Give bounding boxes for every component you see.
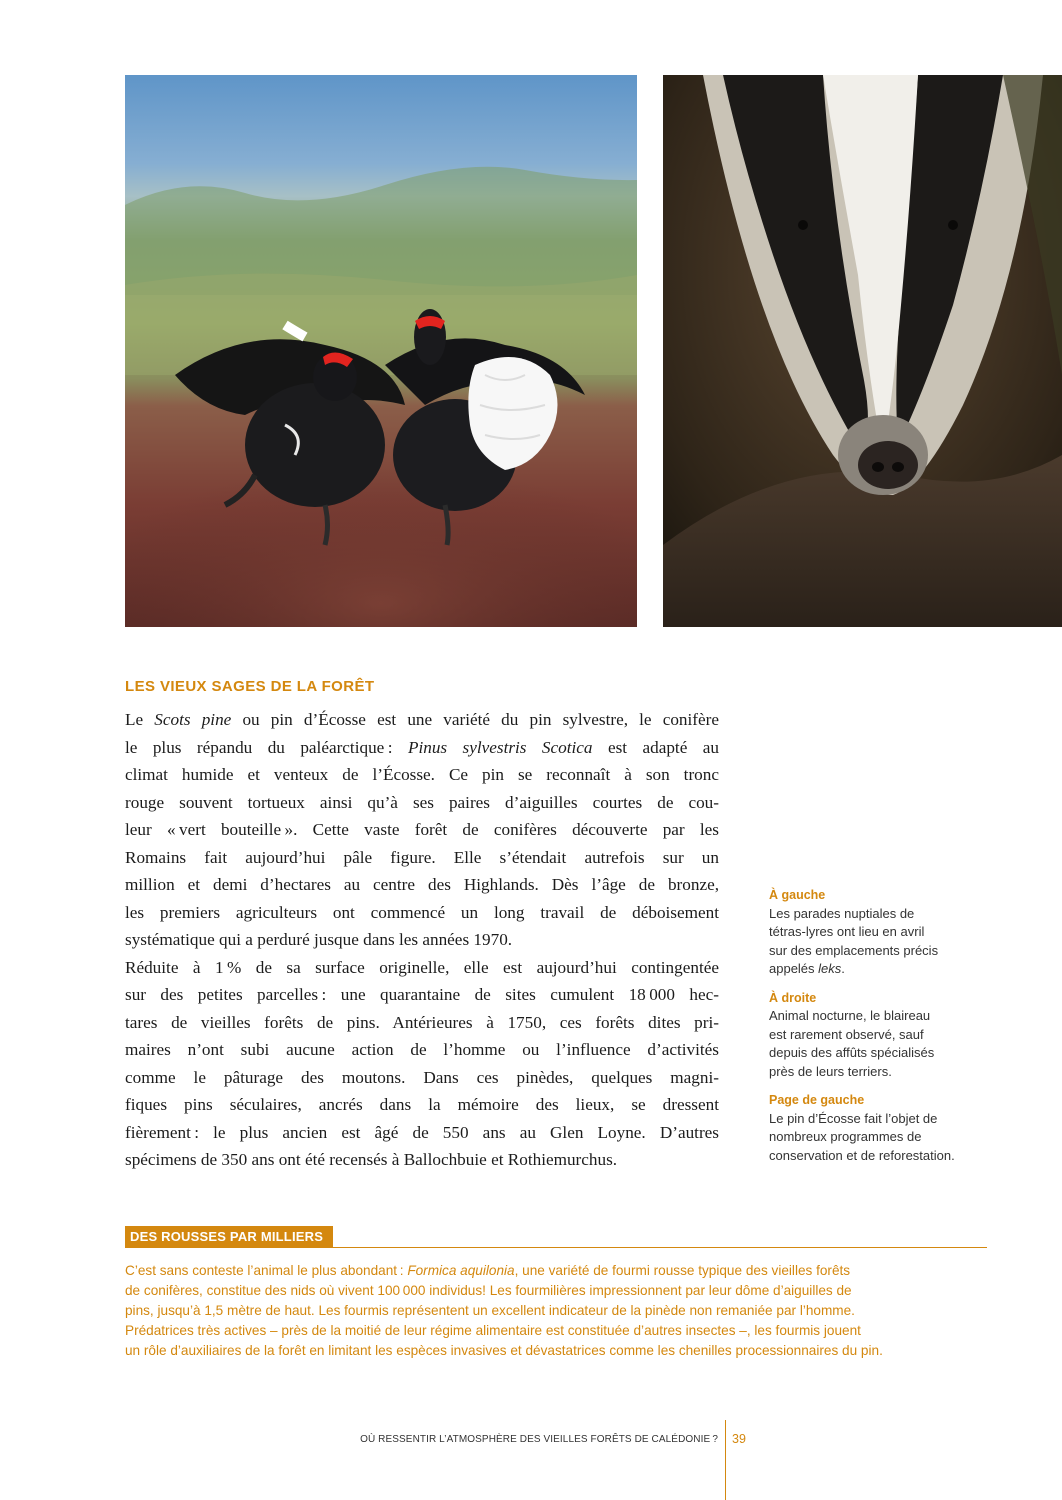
footer-divider: [725, 1420, 726, 1500]
body-paragraphs: [125, 706, 719, 1174]
body-line: Romains fait aujourd’hui pâle figure. Elle s’étendait autrefois sur un: [125, 847, 719, 867]
caption-title: Page de gauche: [769, 1093, 865, 1107]
black-grouse-photo: [125, 75, 637, 627]
body-line: fiques pins séculaires, ancrés dans la mémoire des lieux, se dressent: [125, 1095, 719, 1114]
caption: [769, 886, 999, 979]
caption-line: près de leurs terriers.: [769, 1063, 892, 1079]
caption-title: À gauche: [769, 888, 826, 902]
caption-line: sur des emplacements précis: [769, 942, 939, 958]
caption: [769, 1091, 999, 1165]
caption-line: appelés leks.: [769, 961, 845, 976]
caption-title: À droite: [769, 990, 817, 1005]
body-line: tares de vieilles forêts de pins. Antérieures à 1750, ces forêts dites pri-: [125, 1012, 719, 1032]
caption-line: depuis des affûts spécialisés: [769, 1045, 935, 1060]
caption-line: tétras-lyres ont lieu en avril: [769, 924, 925, 939]
body-line: fièrement : le plus ancien est âgé de 550 ans au Glen Loyne. D’autres: [125, 1122, 719, 1142]
body-line: leur « vert bouteille ». Cette vaste forêt de conifères découverte par les: [125, 820, 719, 839]
caption-line: conservation et de reforestation.: [769, 1147, 955, 1163]
caption-line: Animal nocturne, le blaireau: [769, 1008, 931, 1023]
body-line: les premiers agriculteurs ont commencé un long travail de déboisement: [125, 902, 719, 922]
body-line: climat humide et venteux de l’Écosse. Ce pin se reconnaît à son tronc: [125, 765, 719, 784]
running-footer-title: OÙ RESSENTIR L’ATMOSPHÈRE DES VIEILLES FORÊTS DE CALÉDONIE ?: [360, 1434, 718, 1445]
sidebar-box-line: C’est sans conteste l’animal le plus abondant : Formica aquilonia, une variété de fourmi rousse typique des vieilles forêts: [125, 1263, 851, 1278]
section-heading: LES VIEUX SAGES DE LA FORÊT: [125, 678, 375, 695]
caption-line: Les parades nuptiales de: [769, 905, 915, 921]
body-line: maires n’ont subi aucune action de l’homme ou l’influence d’activités: [125, 1040, 719, 1059]
body-line: spécimens de 350 ans ont été recensés à Ballochbuie et Rothiemurchus.: [125, 1150, 618, 1169]
body-line: rouge souvent tortueux ainsi qu’à ses paires d’aiguilles courtes de cou-: [125, 792, 719, 812]
body-line: Réduite à 1 % de sa surface originelle, elle est aujourd’hui contingentée: [125, 957, 719, 977]
page-number: 39: [732, 1432, 746, 1446]
caption-line: Le pin d’Écosse fait l’objet de: [769, 1110, 938, 1126]
body-line: le plus répandu du paléarctique : Pinus sylvestris Scotica est adapté au: [125, 737, 719, 757]
sidebar-box-line: pins, jusqu’à 1,5 mètre de haut. Les fourmis représentent un excellent indicateur de la pinède non remaniée par l’homme.: [125, 1303, 855, 1318]
body-line: comme le pâturage des moutons. Dans ces pinèdes, quelques magni-: [125, 1067, 719, 1087]
body-line: sur des petites parcelles : une quarantaine de sites cumulent 18 000 hec-: [125, 985, 719, 1004]
sidebar-box-line: Prédatrices très actives – près de la moitié de leur régime alimentaire est constituée d’autres insectes –, les fourmis jouent: [125, 1323, 861, 1338]
caption: [769, 989, 999, 1082]
caption-line: nombreux programmes de: [769, 1129, 922, 1144]
badger-photo: [663, 75, 1062, 627]
sidebar-box-header: [125, 1226, 987, 1248]
body-line: systématique qui a perduré jusque dans les années 1970.: [125, 930, 513, 949]
body-line: Le Scots pine ou pin d’Écosse est une variété du pin sylvestre, le conifère: [125, 710, 719, 729]
caption-line: est rarement observé, sauf: [769, 1026, 924, 1042]
sidebar-box-line: de conifères, constitue des nids où vivent 100 000 individus! Les fourmilières impressionnent par leur dôme d’aiguilles de: [125, 1283, 852, 1298]
sidebar-box-text: [125, 1261, 995, 1361]
sidebar-box-line: un rôle d’auxiliaires de la forêt en limitant les espèces invasives et dévastatrices comme les chenilles processionnaires du pin.: [125, 1343, 883, 1358]
photo-captions: [769, 886, 999, 1175]
sidebar-box-title: DES ROUSSES PAR MILLIERS: [125, 1226, 333, 1247]
body-line: million et demi d’hectares au centre des Highlands. Dès l’âge de bronze,: [125, 875, 719, 894]
